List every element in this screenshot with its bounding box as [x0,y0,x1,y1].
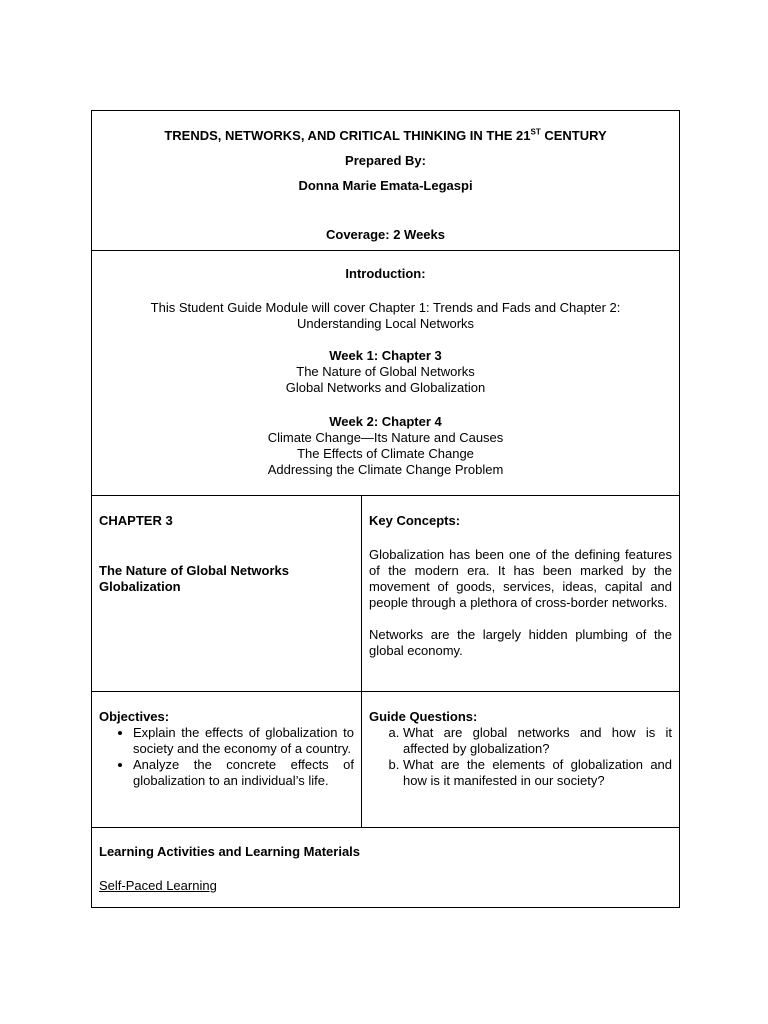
week1-topic: Global Networks and Globalization [285,380,486,395]
document-title: TRENDS, NETWORKS, AND CRITICAL THINKING IN THE 21ST CENTURY [164,127,607,143]
introduction-text-line1: This Student Guide Module will cover Chapter 1: Trends and Fads and Chapter 2: [150,300,621,315]
chapter-label: CHAPTER 3 [99,513,173,528]
key-concepts-heading: Key Concepts: [369,513,461,528]
introduction-cell [92,251,680,496]
guide-questions-cell [362,692,680,828]
objectives-list [99,725,354,789]
guide-questions-list [369,725,672,789]
introduction-text-line2: Understanding Local Networks [296,316,475,331]
list-item: a. What are global networks and how is it affected by globalization? [403,725,672,757]
list-item: • Analyze the concrete effects of globalization to an individual’s life. [133,757,354,789]
chapter-title-line1: The Nature of Global Networks [99,563,289,578]
week2-topic: Climate Change—Its Nature and Causes [267,430,504,445]
learning-heading: Learning Activities and Learning Materials [99,844,361,859]
introduction-heading: Introduction: [345,266,426,281]
objectives-row [92,692,680,828]
header-cell [92,111,680,251]
self-paced-learning: Self-Paced Learning [99,878,217,893]
learning-row [92,828,680,908]
week2-topic: The Effects of Climate Change [297,446,474,461]
list-item: • Explain the effects of globalization to society and the economy of a country. [133,725,354,757]
week2-topic: Addressing the Climate Change Problem [267,462,504,477]
introduction-row [92,251,680,496]
chapter-row [92,496,680,692]
week1-heading: Week 1: Chapter 3 [329,348,442,363]
key-concepts-paragraph: Globalization has been one of the defining features of the modern era. It has been marked by the movement of goods, services, ideas, capital and people through a plethora of cross-border networks. [369,547,673,610]
key-concepts-paragraph: Networks are the largely hidden plumbing of the global economy. [369,627,673,658]
guide-questions-heading: Guide Questions: [369,709,478,724]
learning-cell [92,828,680,908]
coverage: Coverage: 2 Weeks [326,227,445,242]
week2-heading: Week 2: Chapter 4 [329,414,442,429]
header-row [92,111,680,251]
week1-topic: The Nature of Global Networks [296,364,475,379]
chapter-title-line2: Globalization [99,579,181,594]
objectives-heading: Objectives: [99,709,170,724]
prepared-by-label: Prepared By: [345,153,426,168]
key-concepts-cell [362,496,680,692]
chapter-cell [92,496,362,692]
author-name: Donna Marie Emata-Legaspi [298,178,473,193]
list-item: b. What are the elements of globalization and how is it manifested in our society? [403,757,672,789]
module-table [91,110,680,908]
objectives-cell [92,692,362,828]
